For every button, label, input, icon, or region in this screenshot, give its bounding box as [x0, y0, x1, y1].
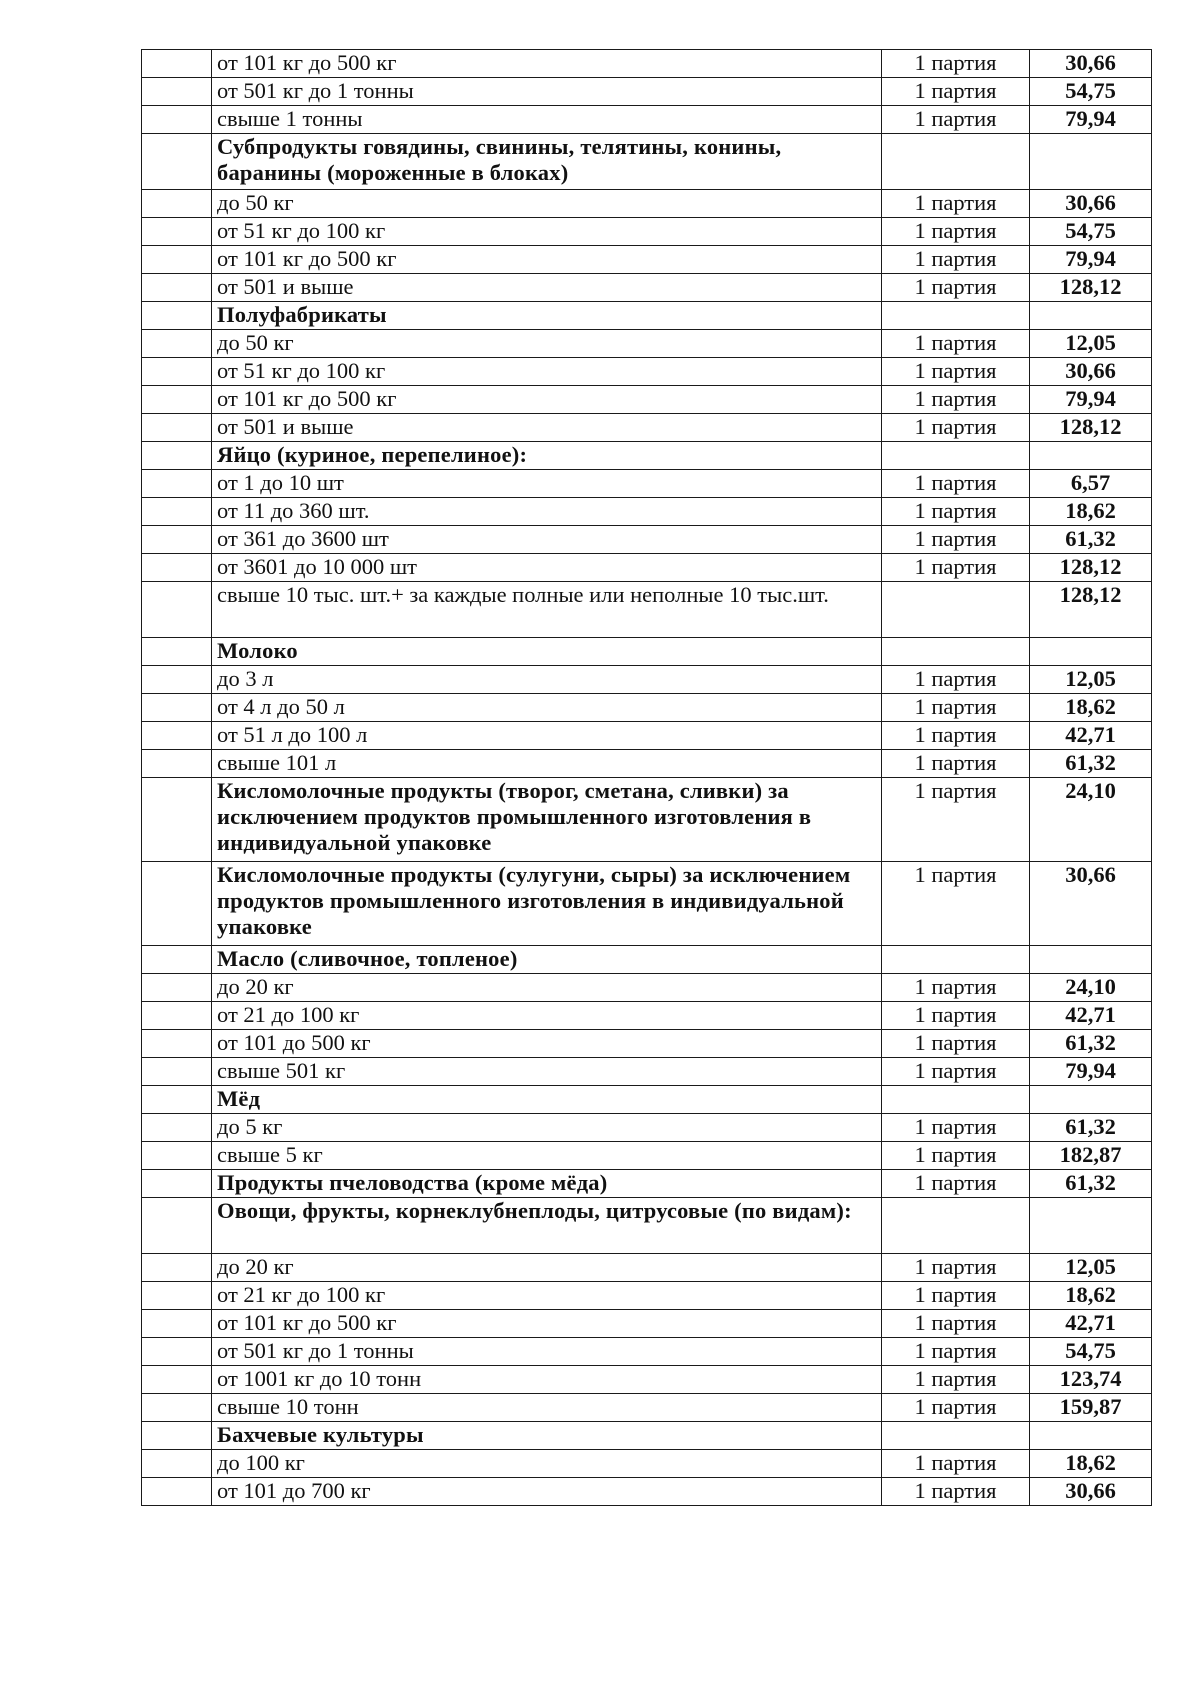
- table-row: [142, 582, 1152, 638]
- price-cell: 12,05: [1030, 666, 1152, 694]
- item-name-cell: до 50 кг: [212, 190, 882, 218]
- table-row: [142, 974, 1152, 1002]
- row-number-cell: [142, 946, 212, 974]
- table-row: [142, 1478, 1152, 1506]
- unit-cell: 1 партия: [882, 330, 1030, 358]
- price-cell: 12,05: [1030, 330, 1152, 358]
- price-cell: 61,32: [1030, 526, 1152, 554]
- tariff-table: [141, 49, 1152, 1506]
- unit-cell: [882, 1086, 1030, 1114]
- price-cell: 30,66: [1030, 1478, 1152, 1506]
- table-row: [142, 106, 1152, 134]
- item-name-cell: свыше 10 тыс. шт.+ за каждые полные или неполные 10 тыс.шт.: [212, 582, 882, 638]
- row-number-cell: [142, 554, 212, 582]
- item-name-cell: свыше 1 тонны: [212, 106, 882, 134]
- row-number-cell: [142, 1142, 212, 1170]
- item-name-cell: от 501 и выше: [212, 414, 882, 442]
- table-row: [142, 1002, 1152, 1030]
- table-section-row: [142, 862, 1152, 946]
- unit-cell: [882, 302, 1030, 330]
- unit-cell: 1 партия: [882, 274, 1030, 302]
- item-name-cell: свыше 501 кг: [212, 1058, 882, 1086]
- section-title-cell: Продукты пчеловодства (кроме мёда): [212, 1170, 882, 1198]
- table-row: [142, 1394, 1152, 1422]
- row-number-cell: [142, 1450, 212, 1478]
- unit-cell: 1 партия: [882, 1058, 1030, 1086]
- table-row: [142, 218, 1152, 246]
- row-number-cell: [142, 1254, 212, 1282]
- price-cell: 79,94: [1030, 246, 1152, 274]
- unit-cell: 1 партия: [882, 974, 1030, 1002]
- row-number-cell: [142, 1198, 212, 1254]
- price-cell: 128,12: [1030, 582, 1152, 638]
- unit-cell: 1 партия: [882, 722, 1030, 750]
- row-number-cell: [142, 722, 212, 750]
- table-row: [142, 1450, 1152, 1478]
- price-cell: 159,87: [1030, 1394, 1152, 1422]
- unit-cell: [882, 1422, 1030, 1450]
- unit-cell: 1 партия: [882, 1030, 1030, 1058]
- table-row: [142, 358, 1152, 386]
- row-number-cell: [142, 414, 212, 442]
- unit-cell: 1 партия: [882, 750, 1030, 778]
- row-number-cell: [142, 1282, 212, 1310]
- item-name-cell: от 51 л до 100 л: [212, 722, 882, 750]
- table-section-row: [142, 442, 1152, 470]
- item-name-cell: от 21 до 100 кг: [212, 1002, 882, 1030]
- price-cell: 12,05: [1030, 1254, 1152, 1282]
- table-section-row: [142, 302, 1152, 330]
- unit-cell: 1 партия: [882, 526, 1030, 554]
- item-name-cell: от 501 и выше: [212, 274, 882, 302]
- item-name-cell: до 5 кг: [212, 1114, 882, 1142]
- price-cell: [1030, 1198, 1152, 1254]
- table-section-row: [142, 1198, 1152, 1254]
- table-row: [142, 78, 1152, 106]
- section-title-cell: Овощи, фрукты, корнеклубнеплоды, цитрусовые (по видам):: [212, 1198, 882, 1254]
- unit-cell: 1 партия: [882, 50, 1030, 78]
- price-cell: 123,74: [1030, 1366, 1152, 1394]
- price-cell: 18,62: [1030, 694, 1152, 722]
- price-cell: 54,75: [1030, 78, 1152, 106]
- table-row: [142, 666, 1152, 694]
- table-section-row: [142, 134, 1152, 190]
- unit-cell: [882, 638, 1030, 666]
- unit-cell: 1 партия: [882, 386, 1030, 414]
- price-cell: 79,94: [1030, 106, 1152, 134]
- price-cell: 30,66: [1030, 50, 1152, 78]
- unit-cell: 1 партия: [882, 1310, 1030, 1338]
- unit-cell: [882, 1198, 1030, 1254]
- unit-cell: 1 партия: [882, 414, 1030, 442]
- price-cell: 182,87: [1030, 1142, 1152, 1170]
- table-section-row: [142, 1086, 1152, 1114]
- unit-cell: 1 партия: [882, 1338, 1030, 1366]
- row-number-cell: [142, 218, 212, 246]
- section-title-cell: Субпродукты говядины, свинины, телятины, конины, баранины (мороженные в блоках): [212, 134, 882, 190]
- price-cell: 128,12: [1030, 554, 1152, 582]
- table-row: [142, 554, 1152, 582]
- unit-cell: 1 партия: [882, 1142, 1030, 1170]
- price-cell: 30,66: [1030, 358, 1152, 386]
- price-cell: 79,94: [1030, 386, 1152, 414]
- price-cell: 42,71: [1030, 1002, 1152, 1030]
- row-number-cell: [142, 974, 212, 1002]
- price-cell: 18,62: [1030, 1282, 1152, 1310]
- price-cell: 24,10: [1030, 974, 1152, 1002]
- row-number-cell: [142, 470, 212, 498]
- table-row: [142, 722, 1152, 750]
- row-number-cell: [142, 274, 212, 302]
- row-number-cell: [142, 526, 212, 554]
- table-row: [142, 1114, 1152, 1142]
- table-row: [142, 246, 1152, 274]
- price-cell: [1030, 946, 1152, 974]
- section-title-cell: Масло (сливочное, топленое): [212, 946, 882, 974]
- item-name-cell: до 100 кг: [212, 1450, 882, 1478]
- row-number-cell: [142, 1058, 212, 1086]
- item-name-cell: от 101 кг до 500 кг: [212, 246, 882, 274]
- item-name-cell: от 501 кг до 1 тонны: [212, 78, 882, 106]
- row-number-cell: [142, 106, 212, 134]
- price-cell: 42,71: [1030, 722, 1152, 750]
- price-cell: 54,75: [1030, 218, 1152, 246]
- table-row: [142, 498, 1152, 526]
- row-number-cell: [142, 1002, 212, 1030]
- section-title-cell: Молоко: [212, 638, 882, 666]
- price-cell: 61,32: [1030, 1030, 1152, 1058]
- price-cell: 61,32: [1030, 750, 1152, 778]
- item-name-cell: от 1001 кг до 10 тонн: [212, 1366, 882, 1394]
- table-row: [142, 1058, 1152, 1086]
- unit-cell: 1 партия: [882, 78, 1030, 106]
- table-row: [142, 694, 1152, 722]
- unit-cell: 1 партия: [882, 862, 1030, 946]
- item-name-cell: от 101 кг до 500 кг: [212, 50, 882, 78]
- unit-cell: 1 партия: [882, 666, 1030, 694]
- unit-cell: 1 партия: [882, 778, 1030, 862]
- section-title-cell: Яйцо (куриное, перепелиное):: [212, 442, 882, 470]
- row-number-cell: [142, 302, 212, 330]
- row-number-cell: [142, 862, 212, 946]
- price-cell: 6,57: [1030, 470, 1152, 498]
- item-name-cell: от 101 кг до 500 кг: [212, 1310, 882, 1338]
- unit-cell: [882, 946, 1030, 974]
- price-cell: [1030, 442, 1152, 470]
- unit-cell: 1 партия: [882, 1002, 1030, 1030]
- table-section-row: [142, 946, 1152, 974]
- price-cell: 128,12: [1030, 414, 1152, 442]
- row-number-cell: [142, 358, 212, 386]
- item-name-cell: до 3 л: [212, 666, 882, 694]
- item-name-cell: от 361 до 3600 шт: [212, 526, 882, 554]
- item-name-cell: от 501 кг до 1 тонны: [212, 1338, 882, 1366]
- row-number-cell: [142, 50, 212, 78]
- unit-cell: 1 партия: [882, 470, 1030, 498]
- item-name-cell: от 1 до 10 шт: [212, 470, 882, 498]
- price-cell: 54,75: [1030, 1338, 1152, 1366]
- row-number-cell: [142, 246, 212, 274]
- price-cell: 42,71: [1030, 1310, 1152, 1338]
- price-cell: [1030, 1422, 1152, 1450]
- table-row: [142, 526, 1152, 554]
- item-name-cell: от 51 кг до 100 кг: [212, 218, 882, 246]
- row-number-cell: [142, 442, 212, 470]
- row-number-cell: [142, 666, 212, 694]
- row-number-cell: [142, 638, 212, 666]
- table-row: [142, 470, 1152, 498]
- unit-cell: 1 партия: [882, 1170, 1030, 1198]
- row-number-cell: [142, 778, 212, 862]
- section-title-cell: Полуфабрикаты: [212, 302, 882, 330]
- item-name-cell: от 101 кг до 500 кг: [212, 386, 882, 414]
- price-cell: 61,32: [1030, 1114, 1152, 1142]
- row-number-cell: [142, 1478, 212, 1506]
- unit-cell: 1 партия: [882, 1282, 1030, 1310]
- row-number-cell: [142, 498, 212, 526]
- table-row: [142, 386, 1152, 414]
- table-body: [142, 50, 1152, 1506]
- price-cell: 79,94: [1030, 1058, 1152, 1086]
- table-row: [142, 274, 1152, 302]
- section-title-cell: Мёд: [212, 1086, 882, 1114]
- unit-cell: 1 партия: [882, 358, 1030, 386]
- price-cell: 30,66: [1030, 190, 1152, 218]
- row-number-cell: [142, 694, 212, 722]
- table-row: [142, 330, 1152, 358]
- unit-cell: [882, 582, 1030, 638]
- table-row: [142, 750, 1152, 778]
- section-title-cell: Кисломолочные продукты (сулугуни, сыры) за исключением продуктов промышленного изготовления в индивидуальной упаковке: [212, 862, 882, 946]
- unit-cell: 1 партия: [882, 554, 1030, 582]
- table-row: [142, 190, 1152, 218]
- table-row: [142, 1338, 1152, 1366]
- unit-cell: 1 партия: [882, 218, 1030, 246]
- item-name-cell: до 20 кг: [212, 974, 882, 1002]
- item-name-cell: свыше 10 тонн: [212, 1394, 882, 1422]
- price-cell: [1030, 134, 1152, 190]
- price-cell: [1030, 1086, 1152, 1114]
- row-number-cell: [142, 386, 212, 414]
- row-number-cell: [142, 1422, 212, 1450]
- section-title-cell: Кисломолочные продукты (творог, сметана, сливки) за исключением продуктов промышленного изготовления в индивидуальной упаковке: [212, 778, 882, 862]
- unit-cell: 1 партия: [882, 694, 1030, 722]
- table-row: [142, 1142, 1152, 1170]
- table-section-row: [142, 1422, 1152, 1450]
- price-cell: 24,10: [1030, 778, 1152, 862]
- row-number-cell: [142, 582, 212, 638]
- item-name-cell: до 20 кг: [212, 1254, 882, 1282]
- section-title-cell: Бахчевые культуры: [212, 1422, 882, 1450]
- price-cell: 61,32: [1030, 1170, 1152, 1198]
- row-number-cell: [142, 190, 212, 218]
- unit-cell: 1 партия: [882, 1478, 1030, 1506]
- unit-cell: 1 партия: [882, 1114, 1030, 1142]
- row-number-cell: [142, 78, 212, 106]
- unit-cell: 1 партия: [882, 498, 1030, 526]
- unit-cell: [882, 442, 1030, 470]
- row-number-cell: [142, 1114, 212, 1142]
- row-number-cell: [142, 1170, 212, 1198]
- unit-cell: 1 партия: [882, 1366, 1030, 1394]
- item-name-cell: свыше 5 кг: [212, 1142, 882, 1170]
- table-section-row: [142, 638, 1152, 666]
- item-name-cell: от 101 до 500 кг: [212, 1030, 882, 1058]
- price-cell: 18,62: [1030, 1450, 1152, 1478]
- row-number-cell: [142, 1338, 212, 1366]
- table-row: [142, 1282, 1152, 1310]
- row-number-cell: [142, 1366, 212, 1394]
- table-row: [142, 1366, 1152, 1394]
- item-name-cell: от 4 л до 50 л: [212, 694, 882, 722]
- row-number-cell: [142, 330, 212, 358]
- price-cell: 128,12: [1030, 274, 1152, 302]
- table-section-row: [142, 1170, 1152, 1198]
- unit-cell: 1 партия: [882, 1254, 1030, 1282]
- unit-cell: 1 партия: [882, 106, 1030, 134]
- unit-cell: 1 партия: [882, 1394, 1030, 1422]
- price-cell: [1030, 302, 1152, 330]
- item-name-cell: от 3601 до 10 000 шт: [212, 554, 882, 582]
- item-name-cell: от 101 до 700 кг: [212, 1478, 882, 1506]
- item-name-cell: свыше 101 л: [212, 750, 882, 778]
- price-cell: 18,62: [1030, 498, 1152, 526]
- table-row: [142, 1254, 1152, 1282]
- table-row: [142, 1310, 1152, 1338]
- item-name-cell: от 21 кг до 100 кг: [212, 1282, 882, 1310]
- item-name-cell: до 50 кг: [212, 330, 882, 358]
- price-cell: [1030, 638, 1152, 666]
- item-name-cell: от 11 до 360 шт.: [212, 498, 882, 526]
- row-number-cell: [142, 1030, 212, 1058]
- row-number-cell: [142, 1086, 212, 1114]
- row-number-cell: [142, 1394, 212, 1422]
- unit-cell: [882, 134, 1030, 190]
- price-cell: 30,66: [1030, 862, 1152, 946]
- unit-cell: 1 партия: [882, 190, 1030, 218]
- row-number-cell: [142, 750, 212, 778]
- table-section-row: [142, 778, 1152, 862]
- unit-cell: 1 партия: [882, 1450, 1030, 1478]
- row-number-cell: [142, 1310, 212, 1338]
- unit-cell: 1 партия: [882, 246, 1030, 274]
- item-name-cell: от 51 кг до 100 кг: [212, 358, 882, 386]
- table-row: [142, 414, 1152, 442]
- row-number-cell: [142, 134, 212, 190]
- table-row: [142, 1030, 1152, 1058]
- table-row: [142, 50, 1152, 78]
